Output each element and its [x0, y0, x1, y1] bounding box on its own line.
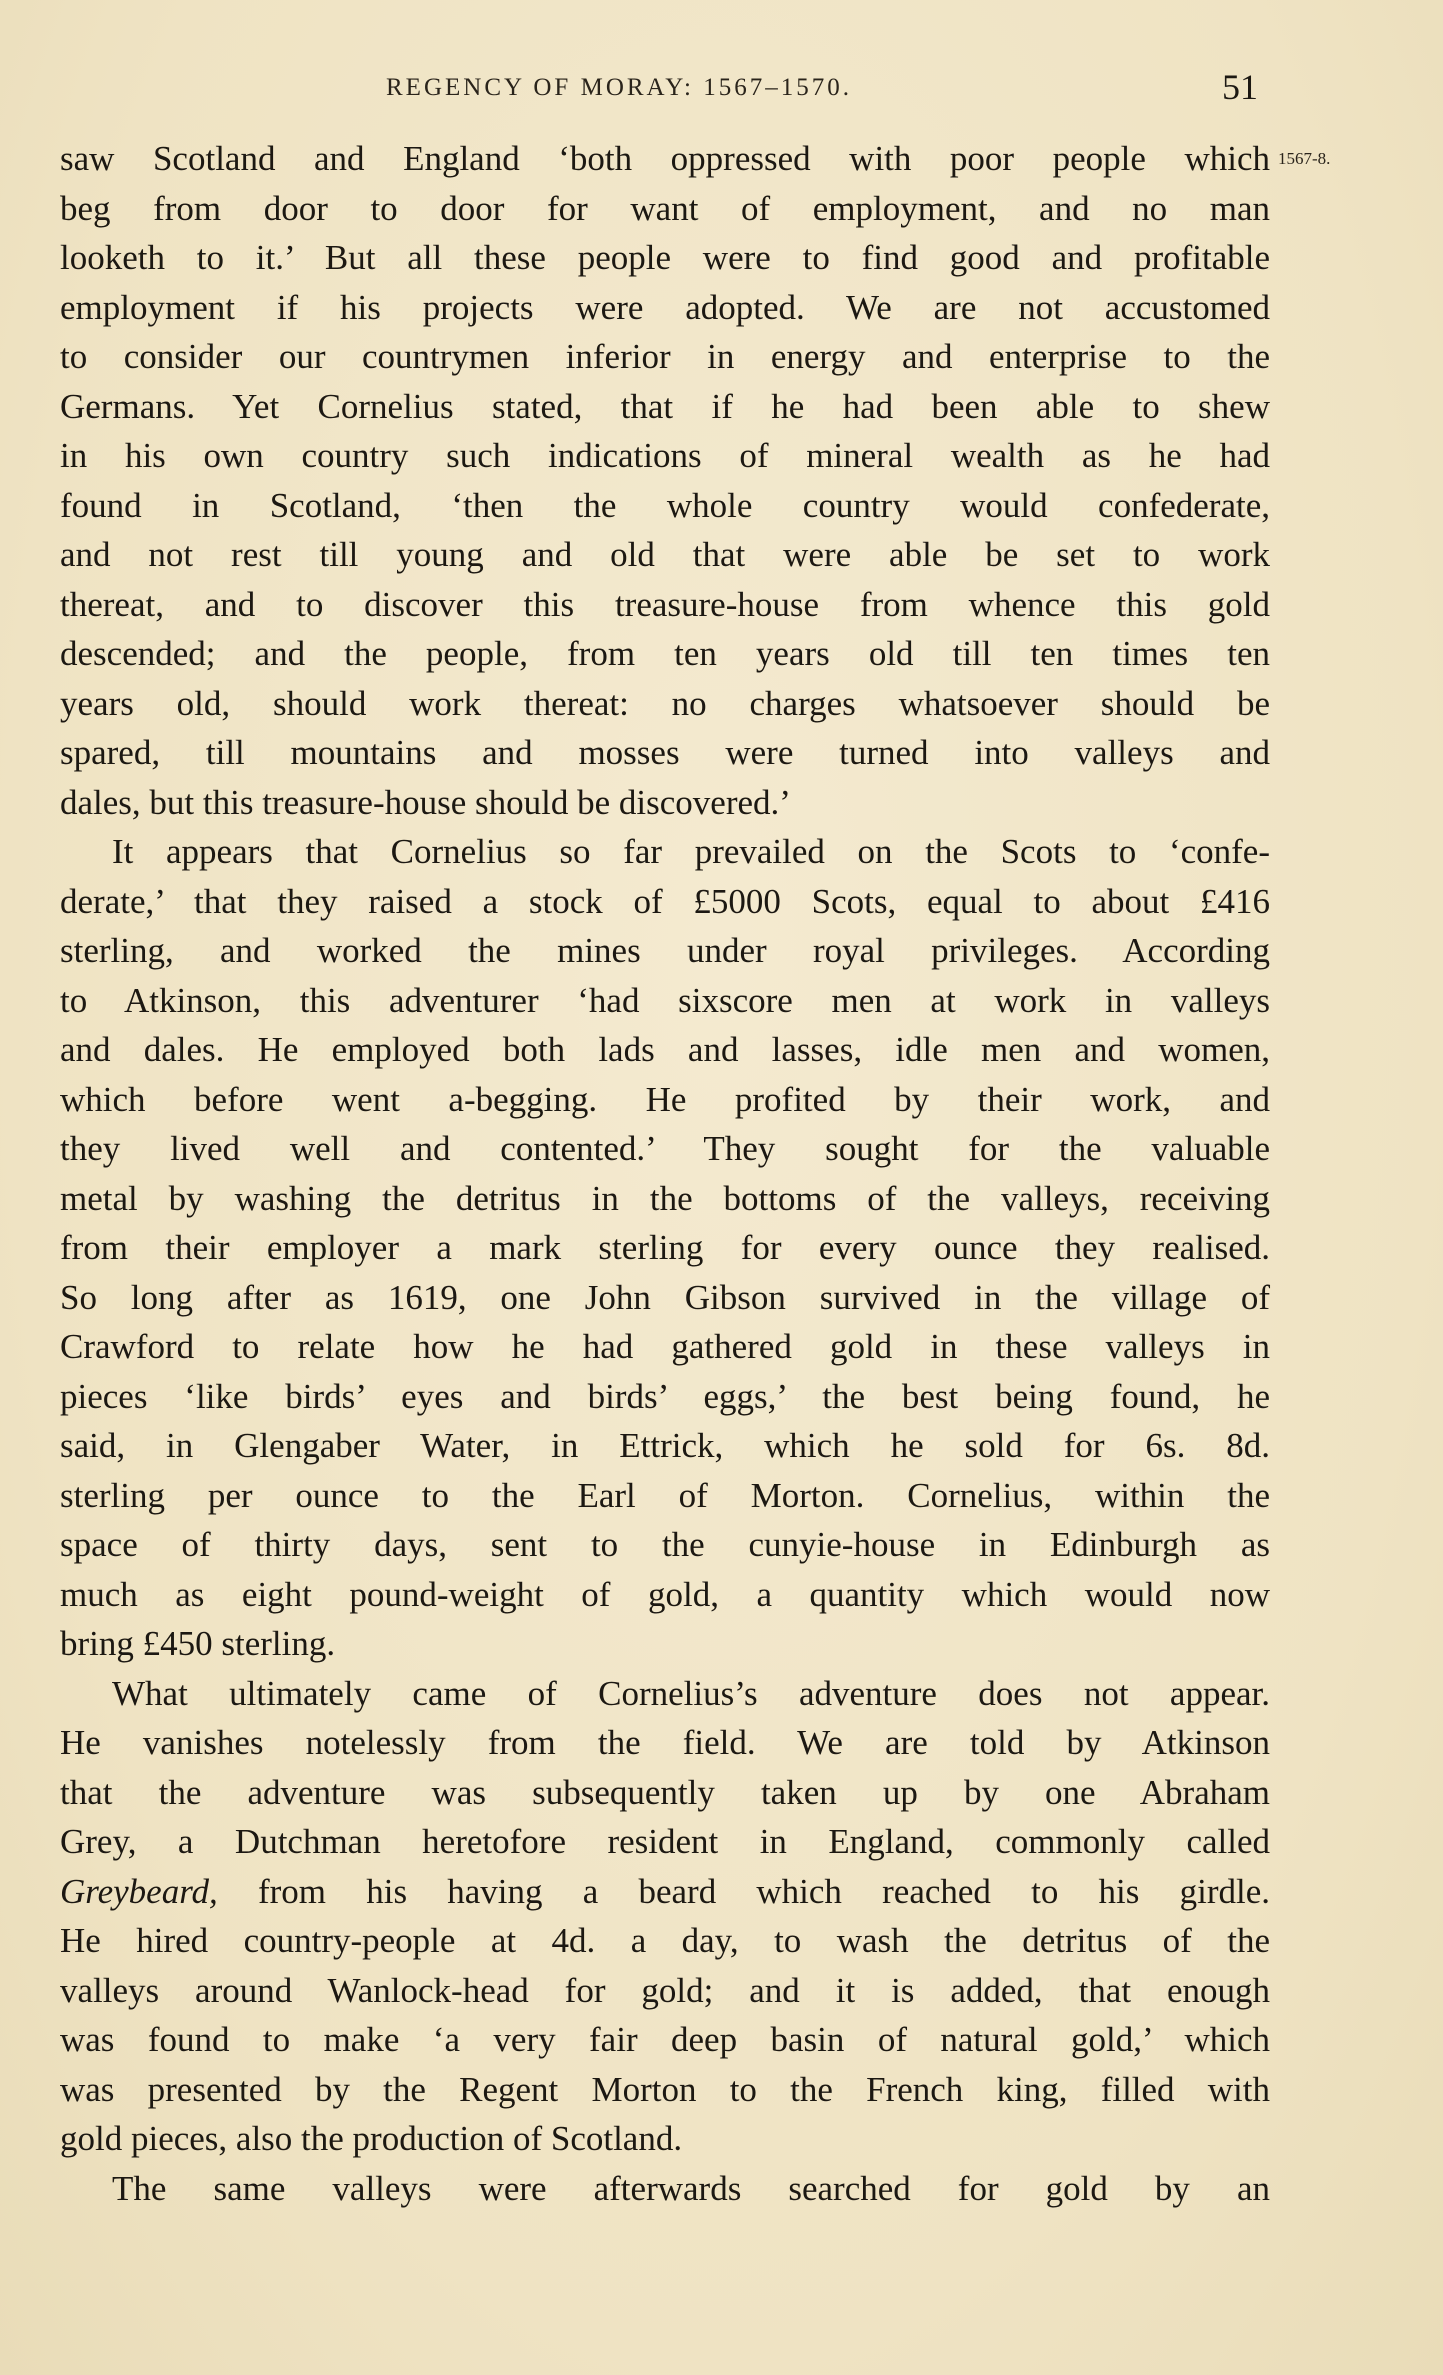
text-line: It appears that Cornelius so far prevailed on the Scots to ‘confe- [112, 832, 1270, 871]
text-line: looketh to it.’ But all these people were to find good and profitable [60, 238, 1270, 277]
text-line: was presented by the Regent Morton to the French king, filled with [60, 2069, 1270, 2109]
text-line: space of thirty days, sent to the cunyie-house in Edinburgh as [60, 1525, 1270, 1564]
text-line: which before went a-begging. He profited by their work, and [60, 1079, 1270, 1119]
text-line: What ultimately came of Cornelius’s adventure does not appear. [112, 1673, 1270, 1713]
text-line: they lived well and contented.’ They sought for the valuable [60, 1129, 1270, 1168]
margin-date-note: 1567-8. [1278, 149, 1331, 168]
text-line: and not rest till young and old that were able be set to work [60, 535, 1270, 574]
page-number: 51 [1222, 67, 1258, 107]
text-line: The same valleys were afterwards searched for gold by an [112, 2168, 1270, 2208]
running-head-title: REGENCY OF MORAY: 1567–1570. [386, 74, 853, 101]
text-line: was found to make ‘a very fair deep basin of natural gold,’ which [60, 2020, 1270, 2059]
text-line: derate,’ that they raised a stock of £5000 Scots, equal to about £416 [60, 881, 1270, 921]
text-line: bring £450 sterling. [60, 1624, 336, 1663]
text-line: spared, till mountains and mosses were turned into valleys and [60, 733, 1270, 772]
text-line: much as eight pound-weight of gold, a quantity which would now [60, 1574, 1270, 1614]
text-line: dales, but this treasure-house should be discovered.’ [60, 782, 791, 822]
text-line: that the adventure was subsequently taken up by one Abraham [60, 1772, 1270, 1812]
text-line: pieces ‘like birds’ eyes and birds’ eggs,’ the best being found, he [60, 1376, 1270, 1416]
text-line: to Atkinson, this adventurer ‘had sixscore men at work in valleys [60, 980, 1270, 1020]
text-line: years old, should work thereat: no charges whatsoever should be [60, 683, 1270, 723]
text-line: He hired country-people at 4d. a day, to wash the detritus of the [60, 1921, 1270, 1960]
text-line: in his own country such indications of mineral wealth as he had [60, 436, 1270, 475]
text-line: Germans. Yet Cornelius stated, that if he had been able to shew [60, 386, 1270, 426]
text-line: and dales. He employed both lads and lasses, idle men and women, [60, 1030, 1270, 1069]
text-line: Greybeard, from his having a beard which reached to his girdle. [60, 1871, 1270, 1911]
text-line: Crawford to relate how he had gathered gold in these valleys in [60, 1327, 1270, 1366]
text-line: from their employer a mark sterling for every ounce they realised. [60, 1228, 1270, 1267]
running-head [60, 66, 1260, 110]
text-line: beg from door to door for want of employment, and no man [60, 188, 1270, 228]
text-line: Grey, a Dutchman heretofore resident in England, commonly called [60, 1822, 1270, 1861]
text-line: saw Scotland and England ‘both oppressed with poor people which [60, 139, 1270, 178]
text-line: thereat, and to discover this treasure-house from whence this gold [60, 584, 1270, 624]
text-line: gold pieces, also the production of Scotland. [60, 2119, 683, 2158]
text-line: So long after as 1619, one John Gibson survived in the village of [60, 1277, 1270, 1317]
text-line: metal by washing the detritus in the bottoms of the valleys, receiving [60, 1178, 1270, 1218]
text-line: employment if his projects were adopted. We are not accustomed [60, 287, 1270, 327]
body-text [60, 134, 1270, 2213]
text-line: found in Scotland, ‘then the whole country would confederate, [60, 485, 1270, 525]
text-line: valleys around Wanlock-head for gold; and it is added, that enough [60, 1970, 1270, 2010]
text-line: He vanishes notelessly from the field. We are told by Atkinson [60, 1723, 1270, 1762]
italic-word: Greybeard, [60, 1871, 218, 1911]
text-line: to consider our countrymen inferior in energy and enterprise to the [60, 337, 1270, 376]
text-line: sterling per ounce to the Earl of Morton. Cornelius, within the [60, 1475, 1270, 1515]
text-line: sterling, and worked the mines under royal privileges. According [60, 931, 1270, 970]
text-line: said, in Glengaber Water, in Ettrick, which he sold for 6s. 8d. [60, 1426, 1270, 1465]
text-line: descended; and the people, from ten years old till ten times ten [60, 634, 1270, 673]
